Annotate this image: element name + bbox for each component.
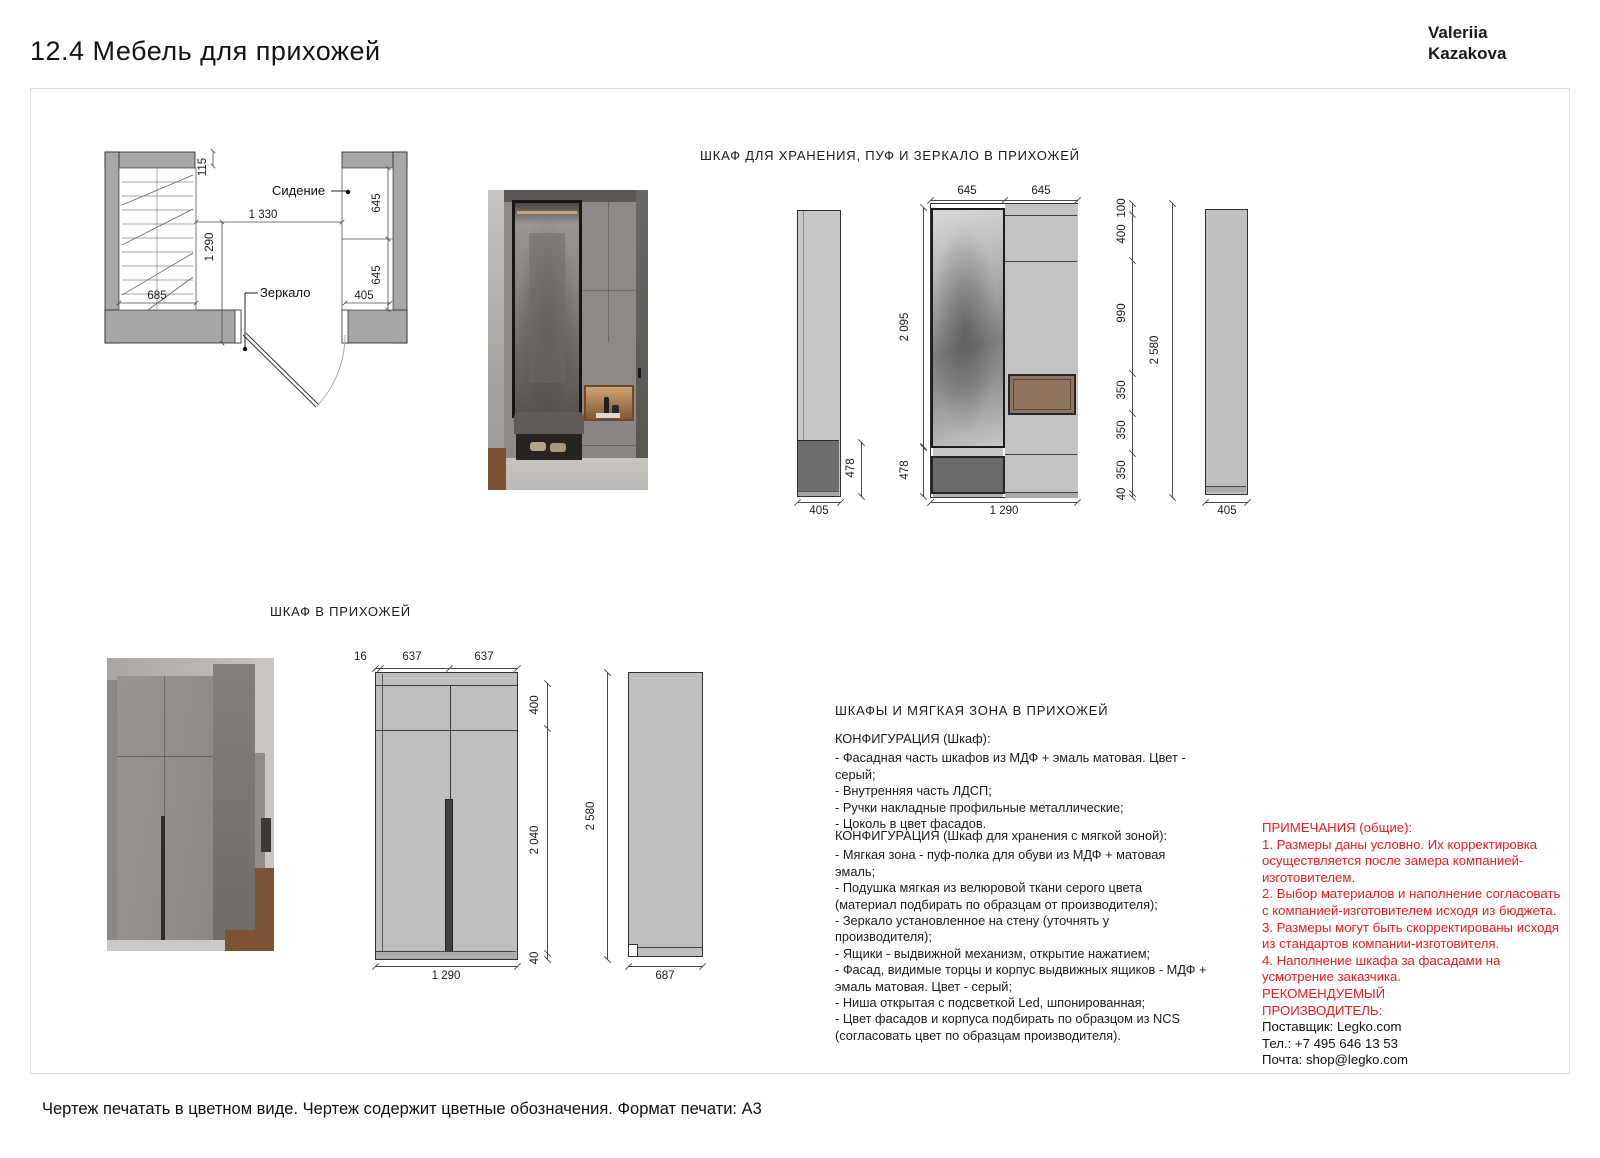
photo-bench-base — [516, 434, 582, 460]
photo-entry-door — [636, 190, 648, 490]
dim-label: 350 — [1116, 460, 1128, 480]
dim-label: 40 — [1116, 487, 1128, 501]
side-base-strip — [798, 491, 839, 496]
dim-label: 405 — [809, 505, 829, 517]
supplier-line: Поставщик: Legko.com — [1262, 1019, 1402, 1035]
photo-shoes — [530, 442, 546, 451]
dim-line — [1205, 502, 1248, 503]
dim-label: 40 — [529, 951, 541, 965]
author-name — [1428, 22, 1506, 64]
bench-base-strip — [933, 494, 1003, 497]
dim-line — [547, 683, 548, 960]
config2-line: - Фасад, видимые торцы и корпус выдвижных ящиков - МДФ + эмаль матовая. Цвет - серый; — [835, 962, 1207, 994]
dim-line — [797, 502, 841, 503]
cabinet-section-line — [1005, 454, 1077, 455]
config2-line: - Ниша открытая с подсветкой Led, шпонированная; — [835, 995, 1146, 1011]
dim-line — [375, 966, 518, 967]
dim-label: 2 580 — [585, 801, 597, 831]
side-bench-block — [798, 440, 839, 492]
side-plinth-line — [637, 947, 702, 948]
bench-block — [931, 456, 1005, 494]
photo-left-wall — [488, 190, 504, 490]
author-last-name: Kazakova — [1428, 44, 1507, 63]
note-item: 1. Размеры даны условно. Их корректировка осуществляется после замера компанией-изготовителем. — [1262, 836, 1538, 885]
email-line: Почта: shop@legko.com — [1262, 1052, 1409, 1068]
photo2-curtain — [255, 753, 265, 873]
dim-label: 400 — [1116, 224, 1128, 244]
print-instructions: Чертеж печатать в цветном виде. Чертеж содержит цветные обозначения. Формат печати: А3 — [42, 1100, 762, 1118]
config2-line: - Подушка мягкая из велюровой ткани серого цвета (материал подбирать по образцам от производителя); — [835, 880, 1158, 912]
wardrobe-plinth — [376, 951, 516, 959]
note-item: 2. Выбор материалов и наполнение согласовать с компанией-изготовителем исходя из бюджета. — [1262, 886, 1561, 918]
storage-front-view — [930, 203, 1078, 498]
recommended-manufacturer-line: РЕКОМЕНДУЕМЫЙ — [1262, 985, 1386, 1001]
dim-line — [607, 672, 608, 960]
dim-label: 115 — [197, 157, 209, 177]
dim-label: 637 — [474, 651, 494, 663]
photo-door-handle — [638, 368, 641, 378]
dim-label: 687 — [655, 970, 675, 982]
config1-line: - Внутренняя часть ЛДСП; — [835, 783, 992, 799]
bench-top-strip — [933, 448, 1003, 456]
config2-line: - Мягкая зона - пуф-полка для обуви из МДФ + матовая эмаль; — [835, 847, 1166, 879]
plan-door — [235, 310, 348, 407]
author-first-name: Valeriia — [1428, 23, 1488, 42]
side-panel-edge-line — [803, 211, 804, 440]
photo2-chair — [261, 818, 271, 852]
specs-config-storage — [835, 828, 1207, 1044]
dim-label: 16 — [354, 651, 367, 663]
cabinet-top-strip-line — [1005, 215, 1077, 216]
dim-label: 478 — [899, 460, 911, 480]
dim-line — [1172, 203, 1173, 498]
photo-mirror-led-reflection — [517, 211, 577, 214]
photo-mirror — [512, 200, 582, 418]
dim-line — [923, 447, 924, 497]
config2-line: - Цвет фасадов и корпуса подбирать по образцом из NCS (согласовать цвет по образцам производителя). — [835, 1011, 1181, 1043]
dim-label: 100 — [1116, 198, 1128, 218]
side-plinth-notch — [629, 944, 638, 956]
config1-line: - Ручки накладные профильные металлические; — [835, 799, 1124, 815]
dim-label: 478 — [845, 458, 857, 478]
plan-seat-niche — [342, 168, 393, 310]
photo-cabinet-seam-h — [580, 290, 636, 291]
wardrobe-section-line — [376, 730, 517, 731]
specs-config-cabinet — [835, 731, 1207, 832]
dim-label: 1 290 — [204, 232, 216, 262]
dim-label: 685 — [147, 290, 167, 302]
mirror-panel — [931, 208, 1005, 448]
plan-closet — [119, 168, 196, 310]
dim-label: 637 — [402, 651, 422, 663]
wardrobe-side-view — [628, 672, 703, 957]
dim-label: 645 — [371, 265, 383, 285]
cabinet-open-niche — [1008, 374, 1076, 415]
cabinet-section-line — [1005, 261, 1077, 262]
dim-label: 1 290 — [989, 505, 1019, 517]
storage-section-title: ШКАФ ДЛЯ ХРАНЕНИЯ, ПУФ И ЗЕРКАЛО В ПРИХОЖЕЙ — [700, 148, 1080, 163]
dim-label: 645 — [1031, 185, 1051, 197]
mirror-callout-label: Зеркало — [260, 285, 311, 300]
dim-line — [923, 207, 924, 447]
photo2-handle — [161, 816, 165, 940]
dim-label: 2 095 — [899, 312, 911, 342]
photo-shoes — [550, 443, 566, 452]
dim-label: 990 — [1116, 303, 1128, 323]
notes-title: ПРИМЕЧАНИЯ (общие): — [1262, 820, 1413, 835]
dim-label: 645 — [957, 185, 977, 197]
photo-wood-floor-strip — [488, 448, 506, 490]
wardrobe-handle — [445, 799, 453, 955]
photo-mirror-reflected-door — [529, 233, 565, 383]
notes-block — [1262, 820, 1564, 1069]
photo2-front-seam-h — [117, 756, 213, 757]
config2-title: КОНФИГУРАЦИЯ (Шкаф для хранения с мягкой зоной): — [835, 828, 1168, 843]
photo2-room-background — [255, 658, 274, 951]
dim-label: 645 — [371, 193, 383, 213]
dim-ruler — [1132, 203, 1133, 498]
dim-label: 405 — [354, 290, 374, 302]
panel-base-strip — [1206, 486, 1246, 492]
dim-label: 400 — [529, 695, 541, 715]
dim-label: 1 330 — [248, 209, 278, 221]
dim-line — [628, 966, 703, 967]
note-item: 4. Наполнение шкафа за фасадами на усмотрение заказчика. — [1262, 952, 1501, 985]
photo2-side-face — [213, 664, 255, 946]
photo-drawer-seam — [580, 445, 636, 446]
dim-line — [375, 668, 518, 669]
recommended-manufacturer-line: ПРОИЗВОДИТЕЛЬ: — [1262, 1002, 1383, 1018]
dim-label: 1 290 — [431, 970, 461, 982]
dim-label: 350 — [1116, 420, 1128, 440]
phone-line: Тел.: +7 495 646 13 53 — [1262, 1035, 1398, 1051]
config1-line: - Цоколь в цвет фасадов. — [835, 816, 987, 832]
dim-label: 2 040 — [529, 825, 541, 855]
config2-line: - Зеркало установленное на стену (уточнять у производителя); — [835, 913, 1110, 945]
wardrobe-render-photo — [107, 658, 274, 951]
wardrobe-edge-line — [382, 674, 383, 958]
wardrobe-section-title: ШКАФ В ПРИХОЖЕЙ — [270, 604, 411, 619]
hallway-render-photo — [488, 190, 648, 490]
wardrobe-front-view — [375, 672, 518, 960]
seat-callout-label: Сидение — [272, 183, 326, 198]
dim-line — [861, 442, 862, 497]
config2-line: - Ящики - выдвижной механизм, открытие нажатием; — [835, 945, 1151, 961]
photo2-front-face — [117, 676, 213, 940]
storage-panel-view — [1205, 209, 1248, 495]
config1-title: КОНФИГУРАЦИЯ (Шкаф): — [835, 731, 991, 746]
niche-inner-frame — [1013, 379, 1071, 410]
config1-line: - Фасадная часть шкафов из МДФ + эмаль матовая. Цвет - серый; — [835, 750, 1186, 782]
dim-label: 350 — [1116, 380, 1128, 400]
note-item: 3. Размеры могут быть скорректированы исходя из стандартов компании-изготовителя. — [1262, 919, 1559, 952]
dim-line — [930, 502, 1078, 503]
photo-wood-niche — [584, 385, 634, 421]
floor-plan — [100, 145, 420, 445]
page-title: 12.4 Мебель для прихожей — [30, 36, 381, 66]
specs-title: ШКАФЫ И МЯГКАЯ ЗОНА В ПРИХОЖЕЙ — [835, 703, 1109, 718]
photo-cabinet-seam-v — [608, 202, 609, 342]
storage-side-view — [797, 210, 841, 497]
wardrobe-top-strip-line — [376, 685, 517, 686]
photo-floor — [504, 458, 648, 490]
dim-label: 405 — [1217, 505, 1237, 517]
photo2-wood-floor-corner — [225, 930, 274, 951]
dim-label: 2 580 — [1149, 335, 1161, 365]
dim-line — [930, 200, 1078, 201]
photo-bench-cushion — [514, 412, 584, 434]
photo-niche-towel — [596, 413, 620, 418]
cabinet-plinth — [1005, 492, 1078, 498]
